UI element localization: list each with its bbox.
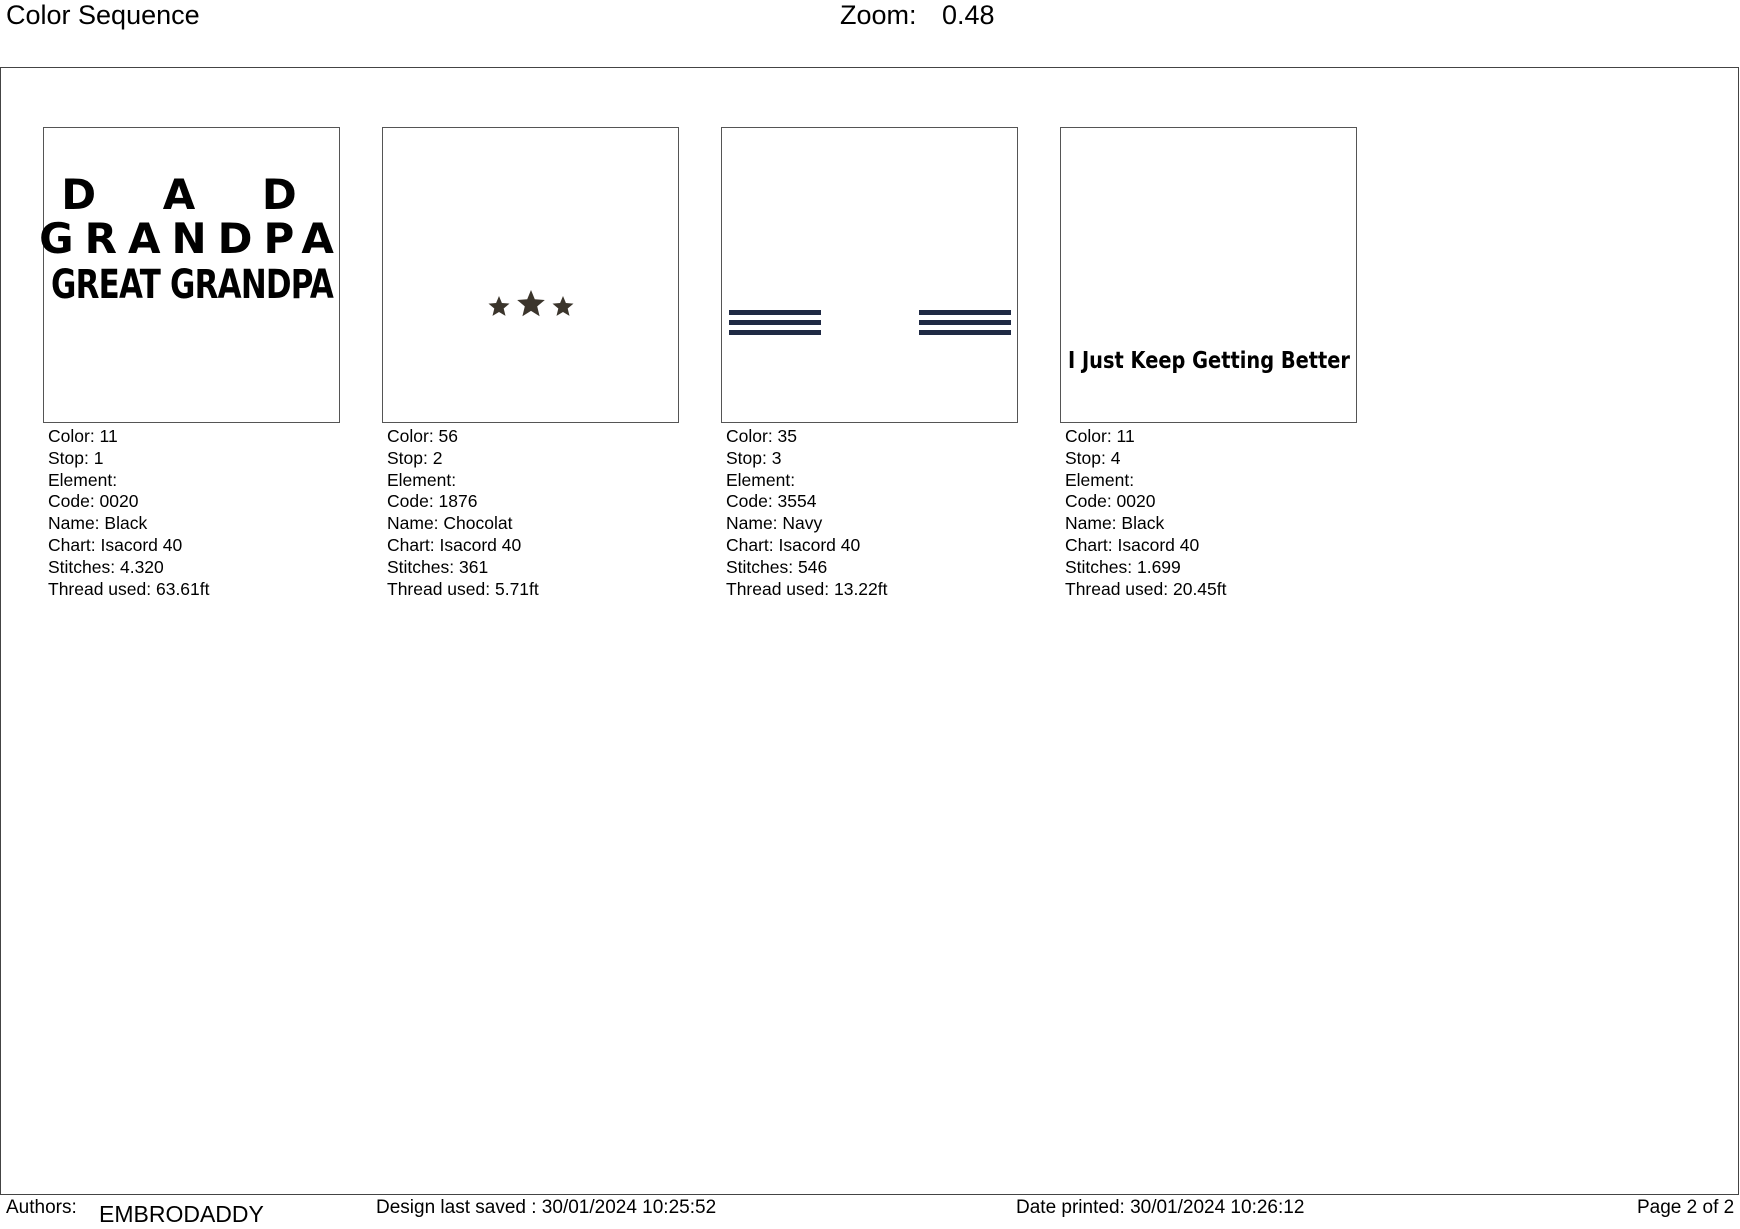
info-name: Name: Black: [48, 513, 148, 534]
stripe-right-1: [919, 310, 1011, 315]
swatch-info-4: [1065, 426, 1227, 600]
info-code: Code: 1876: [387, 491, 478, 512]
info-name: Name: Chocolat: [387, 513, 513, 534]
info-chart: Chart: Isacord 40: [726, 534, 861, 555]
info-stop: Stop: 2: [387, 447, 443, 468]
info-stop: Stop: 4: [1065, 447, 1121, 468]
footer-page-number: Page 2 of 2: [1637, 1197, 1735, 1218]
art-line-dad: D A D: [61, 170, 323, 219]
design-preview-4: [1061, 128, 1358, 424]
info-chart: Chart: Isacord 40: [1065, 534, 1200, 555]
info-stop: Stop: 1: [48, 447, 104, 468]
info-thread: Thread used: 5.71ft: [387, 578, 539, 599]
info-chart: Chart: Isacord 40: [387, 534, 522, 555]
color-swatch-2: [382, 127, 679, 423]
art-line-grandpa: GRANDPA: [39, 214, 345, 263]
swatch-info-2: [387, 426, 539, 600]
info-thread: Thread used: 20.45ft: [1065, 578, 1227, 599]
info-element: Element:: [48, 469, 118, 490]
stripe-left-3: [729, 330, 821, 335]
footer-authors-label: Authors:: [6, 1197, 77, 1218]
swatch-info-1: [48, 426, 210, 600]
info-element: Element:: [726, 469, 796, 490]
info-thread: Thread used: 13.22ft: [726, 578, 888, 599]
info-chart: Chart: Isacord 40: [48, 534, 183, 555]
info-element: Element:: [387, 469, 457, 490]
stripe-right-2: [919, 320, 1011, 325]
page-title: Color Sequence: [6, 0, 200, 30]
info-name: Name: Black: [1065, 513, 1165, 534]
design-preview-3: [722, 128, 1019, 424]
info-stop: Stop: 3: [726, 447, 782, 468]
info-color: Color: 35: [726, 426, 798, 446]
zoom-value: 0.48: [942, 0, 995, 30]
footer-design-saved: Design last saved : 30/01/2024 10:25:52: [376, 1197, 717, 1218]
info-stitches: Stitches: 4.320: [48, 556, 164, 577]
star-icon: [553, 296, 574, 316]
art-line-great-grandpa: GREAT GRANDPA: [51, 262, 334, 308]
color-swatch-3: [721, 127, 1018, 423]
info-name: Name: Navy: [726, 513, 823, 534]
info-code: Code: 0020: [48, 491, 139, 512]
swatch-info-3: [726, 426, 888, 600]
color-swatch-1: [39, 127, 345, 423]
color-swatch-4: [1060, 127, 1357, 423]
star-icon: [489, 296, 510, 316]
info-stitches: Stitches: 361: [387, 556, 489, 577]
info-color: Color: 11: [1065, 426, 1135, 446]
stripe-left-1: [729, 310, 821, 315]
stripe-left-2: [729, 320, 821, 325]
info-code: Code: 0020: [1065, 491, 1156, 512]
info-stitches: Stitches: 1.699: [1065, 556, 1181, 577]
art-tagline: I Just Keep Getting Better: [1068, 348, 1351, 374]
design-preview-2: [383, 128, 680, 424]
footer-authors-value: EMBRODADDY: [99, 1201, 264, 1227]
info-color: Color: 56: [387, 426, 459, 446]
info-element: Element:: [1065, 469, 1135, 490]
footer-date-printed: Date printed: 30/01/2024 10:26:12: [1016, 1197, 1305, 1218]
info-stitches: Stitches: 546: [726, 556, 828, 577]
info-thread: Thread used: 63.61ft: [48, 578, 210, 599]
star-icon: [517, 290, 545, 316]
design-preview-1: [39, 128, 345, 424]
info-color: Color: 11: [48, 426, 118, 446]
zoom-label: Zoom:: [840, 0, 917, 30]
stripe-right-3: [919, 330, 1011, 335]
info-code: Code: 3554: [726, 491, 817, 512]
